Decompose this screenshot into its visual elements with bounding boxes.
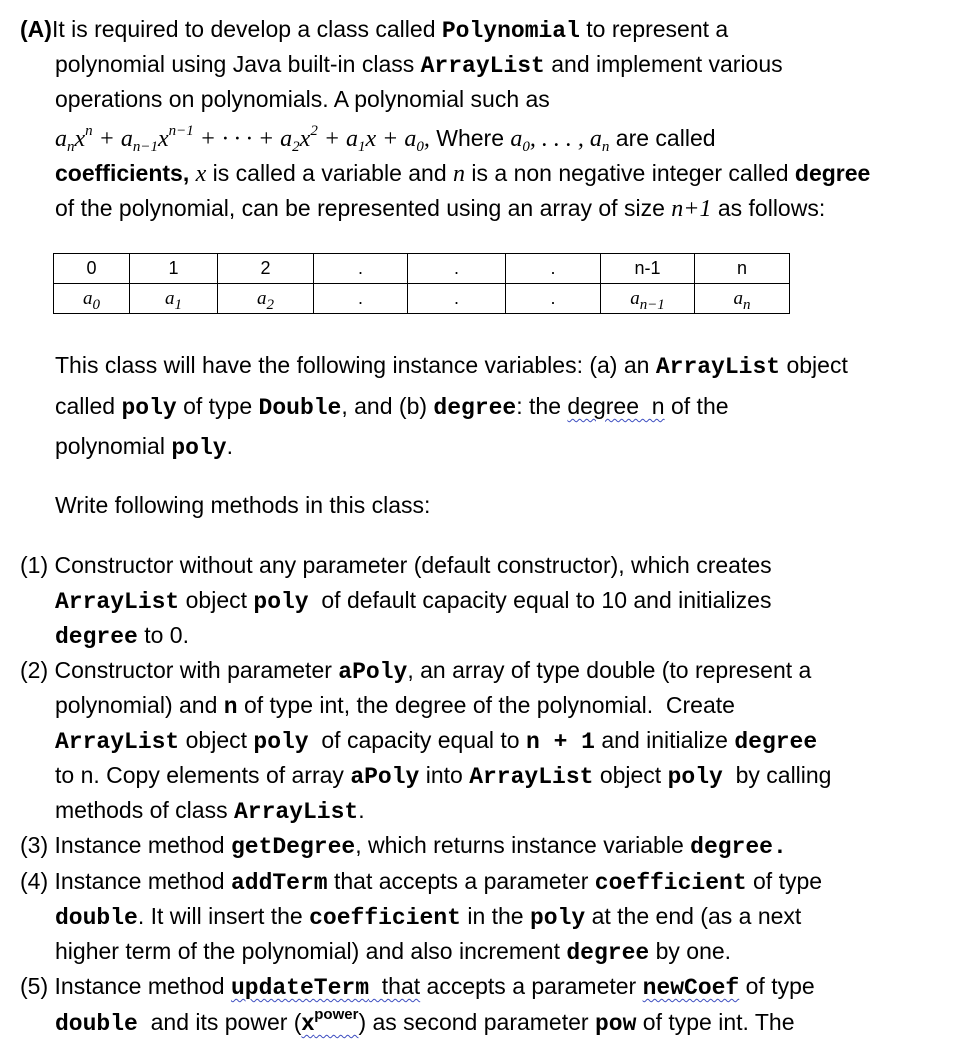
instance-line-2: called poly of type Double, and (b) degree: the degree n of the (55, 393, 729, 421)
method-5-line-1: (5) Instance method updateTerm that accepts a parameter newCoef of type (20, 973, 815, 1001)
coef-cell: . (506, 284, 601, 314)
instance-line-3: polynomial poly. (55, 433, 233, 461)
intro-line-2: polynomial using Java built-in class ArrayList and implement various (55, 51, 783, 79)
index-cell: . (314, 254, 408, 284)
coef-cell: $a_2$ (218, 284, 314, 314)
x-power-notation: $x^{power}$ (301, 1006, 359, 1035)
coefficient-array-table (53, 253, 790, 314)
index-cell: 0 (54, 254, 130, 284)
intro-line-6: of the polynomial, can be represented using an array of size n+1 as follows: (55, 195, 826, 222)
method-4-line-1: (4) Instance method addTerm that accepts a parameter coefficient of type (20, 868, 823, 896)
index-cell: 1 (130, 254, 218, 284)
spell-check-underline: updateTerm (230, 975, 369, 1001)
method-4-line-2: double. It will insert the coefficient in the poly at the end (as a next (55, 903, 802, 931)
index-cell: . (506, 254, 601, 284)
method-2-line-4: to n. Copy elements of array aPoly into ArrayList object poly by calling (55, 762, 832, 790)
index-cell: n (695, 254, 790, 284)
coef-cell: $a_0$ (54, 284, 130, 314)
intro-line-3: operations on polynomials. A polynomial such as (55, 86, 550, 112)
array-size: n+1 (671, 196, 712, 222)
section-label: (A) (20, 16, 52, 42)
index-cell: . (408, 254, 506, 284)
spell-check-underline: degree n (567, 393, 665, 419)
method-2-line-1: (2) Constructor with parameter aPoly, an array of type double (to represent a (20, 657, 812, 685)
coef-cell: $a_n$ (695, 284, 790, 314)
method-1-line-2: ArrayList object poly of default capacity equal to 10 and initializes (55, 587, 772, 615)
table-row-indices (54, 254, 790, 284)
coef-cell: $a_1$ (130, 284, 218, 314)
method-2-line-3: ArrayList object poly of capacity equal to n + 1 and initialize degree (55, 727, 818, 755)
method-2-line-5: methods of class ArrayList. (55, 797, 365, 825)
class-name: Polynomial (441, 18, 580, 44)
method-2-line-2: polynomial) and n of type int, the degree of the polynomial. Create (55, 692, 735, 720)
coef-cell: $a_{n-1}$ (601, 284, 695, 314)
coefficient-range: $a_0$, . . . , $a_n$ (510, 126, 610, 155)
coef-cell: . (408, 284, 506, 314)
method-1-line-3: degree to 0. (55, 622, 189, 650)
polynomial-formula-line: $a_nx^n + a_{n-1}x^{n-1}$ + · · · + $a_2x^2 + a_1x + a_0$, Where $a_0$, . . . , $a_n$ are called (55, 123, 716, 155)
variable-n: n (453, 161, 466, 187)
method-5-line-2: double and its power $(x^{power})$ as second parameter pow of type int. The (55, 1006, 795, 1037)
method-1-line-1: (1) Constructor without any parameter (default constructor), which creates (20, 552, 772, 578)
index-cell: n-1 (601, 254, 695, 284)
method-4-line-3: higher term of the polynomial) and also increment degree by one. (55, 938, 732, 966)
coef-cell: . (314, 284, 408, 314)
variable-x: x (195, 161, 207, 187)
index-cell: 2 (218, 254, 314, 284)
table-row-coefficients (54, 284, 790, 314)
intro-line-5: coefficients, x is called a variable and n is a non negative integer called degree (55, 160, 871, 187)
method-3-line-1: (3) Instance method getDegree, which returns instance variable degree. (20, 832, 787, 860)
polynomial-formula: $a_nx^n + a_{n-1}x^{n-1}$ + · · · + $a_2x^2 + a_1x + a_0$, (55, 123, 430, 155)
write-methods-line: Write following methods in this class: (55, 492, 431, 518)
intro-line-1: (A)It is required to develop a class called Polynomial to represent a (20, 16, 729, 44)
instance-line-1: This class will have the following instance variables: (a) an ArrayList object (55, 352, 848, 380)
